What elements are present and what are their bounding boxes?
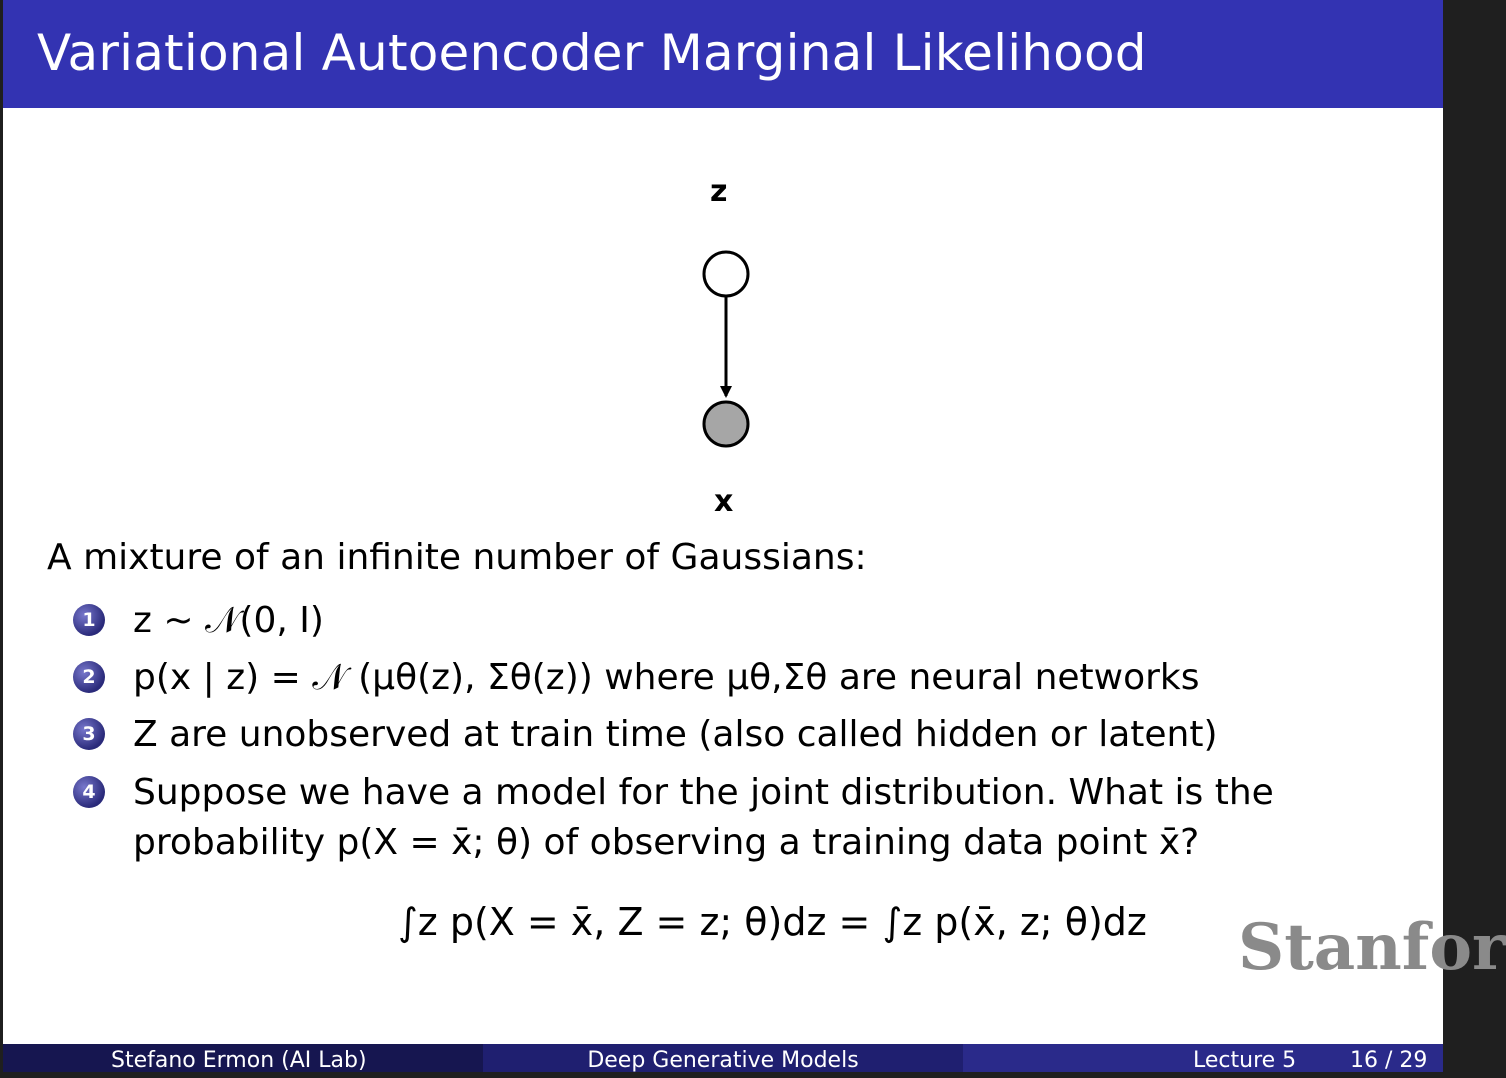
footer-page-number: 16 / 29 (1350, 1048, 1428, 1073)
marginal-likelihood-equation: ∫z p(X = x̄, Z = z; θ)dz = ∫z p(x̄, z; θ)dz (398, 900, 1147, 944)
intro-text: A mixture of an infinite number of Gaussians: (47, 537, 867, 578)
slide (3, 0, 1506, 1073)
footer-course: Deep Generative Models (483, 1044, 963, 1072)
bullet-4: 4 (73, 776, 105, 808)
footer-lecture-info (963, 1044, 1443, 1072)
node-label-x: x (714, 484, 734, 519)
latent-node-z (704, 252, 748, 296)
slide-title: Variational Autoencoder Marginal Likelihood (37, 24, 1147, 82)
item-3-text: Z are unobserved at train time (also called hidden or latent) (133, 714, 1218, 755)
footer-author: Stefano Ermon (AI Lab) (3, 1044, 483, 1072)
item-1-text: z ~ 𝒩(0, I) (133, 600, 324, 641)
item-4-line1: Suppose we have a model for the joint distribution. What is the (133, 772, 1274, 813)
stanford-logo: Stanfor (1238, 910, 1506, 985)
bullet-1: 1 (73, 604, 105, 636)
bullet-2: 2 (73, 661, 105, 693)
footer (3, 1044, 1443, 1072)
footer-lecture: Lecture 5 (1193, 1048, 1297, 1073)
graphical-model (3, 0, 1443, 540)
bullet-3: 3 (73, 718, 105, 750)
item-2-text: p(x | z) = 𝒩 (μθ(z), Σθ(z)) where μθ,Σθ are neural networks (133, 657, 1200, 698)
observed-node-x (704, 402, 748, 446)
node-label-z: z (710, 174, 728, 209)
item-4-line2: probability p(X = x̄; θ) of observing a training data point x̄? (133, 822, 1200, 863)
